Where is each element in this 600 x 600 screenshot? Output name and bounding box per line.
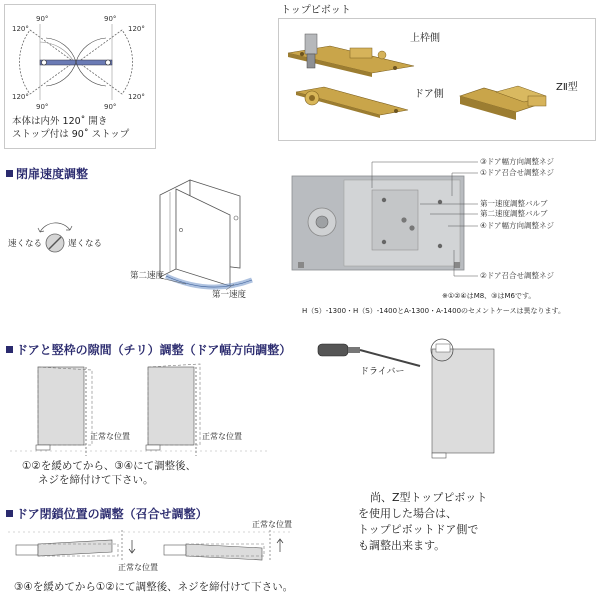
label-valve-1: 第一速度調整バルブ bbox=[480, 199, 548, 208]
first-speed-label: 第一速度 bbox=[212, 290, 247, 300]
z2-type-label: ZⅡ型 bbox=[556, 82, 578, 93]
angle-label: 120° bbox=[12, 25, 29, 33]
z-note-2: を使用した場合は、 bbox=[358, 507, 457, 520]
frame-side-label: 上枠側 bbox=[410, 33, 440, 44]
label-valve-2: 第二速度調整バルブ bbox=[480, 209, 548, 218]
angle-label: 120° bbox=[128, 93, 145, 101]
z-note-4: も調整出来ます。 bbox=[358, 539, 446, 552]
label-screw-4: ④ドア幅方向調整ネジ bbox=[480, 221, 554, 230]
gap-normal-label-1: 正常な位置 bbox=[90, 432, 130, 441]
top-pivot-title: トップピボット bbox=[281, 5, 351, 16]
label-screw-1: ①ドア召合せ調整ネジ bbox=[480, 168, 554, 177]
gap-section-title-text: ドアと竪枠の隙間（チリ）調整（ドア幅方向調整） bbox=[16, 343, 292, 357]
z-note-3: トップピボットドア側で bbox=[358, 523, 479, 536]
close-section-title-text: ドア閉鎖位置の調整（召合せ調整） bbox=[16, 507, 208, 521]
driver-label: ドライバー bbox=[360, 367, 405, 377]
slower-label: 遅くなる bbox=[68, 239, 103, 249]
angle-label: 90° bbox=[104, 103, 117, 111]
label-screw-2: ②ドア召合せ調整ネジ bbox=[480, 271, 554, 280]
gap-step-2: ネジを締付けて下さい。 bbox=[38, 474, 154, 486]
close-normal-label-1: 正常な位置 bbox=[252, 520, 292, 529]
angle-label: 90° bbox=[36, 15, 49, 23]
opening-note-1: 本体は内外 120˚ 開き bbox=[12, 116, 108, 127]
close-step: ③④を緩めてから①②にて調整後、ネジを締付けて下さい。 bbox=[14, 581, 294, 593]
angle-label: 120° bbox=[12, 93, 29, 101]
label-screw-3: ③ドア幅方向調整ネジ bbox=[480, 157, 554, 166]
opening-note-2: ストップ付は 90˚ ストップ bbox=[12, 129, 130, 140]
close-normal-label-2: 正常な位置 bbox=[118, 563, 158, 572]
faster-label: 速くなる bbox=[8, 239, 43, 249]
device-note-2: H（S）-1300・H（S）-1400とA-1300・A-1400のセメントケースは異なります。 bbox=[302, 307, 565, 315]
device-note-1: ※①②④はM8、③はM6です。 bbox=[442, 292, 536, 300]
door-side-label: ドア側 bbox=[414, 89, 444, 100]
angle-label: 90° bbox=[36, 103, 49, 111]
gap-normal-label-2: 正常な位置 bbox=[202, 432, 242, 441]
second-speed-label: 第二速度 bbox=[130, 271, 165, 281]
speed-section-title-text: 閉扉速度調整 bbox=[16, 167, 89, 181]
angle-label: 120° bbox=[128, 25, 145, 33]
z-note-1: 尚、Z型トップピボット bbox=[370, 491, 488, 504]
gap-step-1: ①②を緩めてから、③④にて調整後、 bbox=[22, 460, 197, 472]
angle-label: 90° bbox=[104, 15, 117, 23]
